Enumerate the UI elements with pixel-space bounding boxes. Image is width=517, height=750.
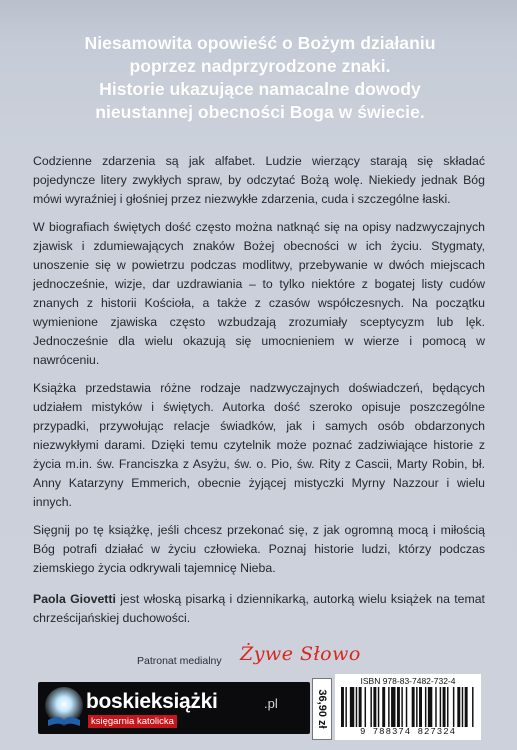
price-value: 36,90 zł <box>316 689 328 729</box>
cover-blurb <box>40 32 480 124</box>
blurb-line: nieustannej obecności Boga w świecie. <box>95 102 425 122</box>
blurb-line: Niesamowita opowieść o Bożym działaniu <box>84 33 436 53</box>
publisher-name: boskieksiążki <box>86 690 218 713</box>
barcode-icon <box>341 687 475 727</box>
zywe-slowo-logo: Żywe Słowo <box>240 643 361 665</box>
media-patronage-label: Patronat medialny <box>137 655 222 667</box>
publisher-subtitle: księgarnia katolicka <box>88 715 177 728</box>
publisher-logo <box>38 682 310 734</box>
paragraph-intro: Codzienne zdarzenia są jak alfabet. Ludzie wierzący starają się składać pojedyncze litery zwykłych spraw, by odczytać Bożą wolę. Niekiedy jednak Bóg mówi wyraźniej i głośniej przez niezwykłe zdarzenia, cuda i szczególne łaski. <box>33 154 485 206</box>
author-note <box>33 590 485 628</box>
blurb-line: Historie ukazujące namacalne dowody <box>99 79 421 99</box>
author-name: Paola Giovetti <box>33 592 116 606</box>
paragraph-book: Książka przedstawia różne rodzaje nadzwyczajnych doświadczeń, będących udziałem mistyków i świętych. Autorka dość szeroko opisuje poszczególne przypadki, przywołując relacje świadków, jak i samych osób obdarzonych niezwykłymi darami. Dzięki temu czytelnik może poznać zadziwiające historie z życia m.in. św. Franciszka z Asyżu, św. o. Pio, św. Rity z Cascii, Marty Robin, bł. Anny Katarzyny Emmerich, obecnie żyjącej mistyczki Myrny Nazzour i wielu innych. <box>33 381 485 509</box>
ean-number: 9 788374 827324 <box>359 727 456 737</box>
description <box>33 152 485 637</box>
paragraph-saints: W biografiach świętych dość często można natknąć się na opisy nadzwyczajnych zjawisk i zdumiewających znaków Bożej obecności w ich życiu. Stygmaty, unoszenie się w powietrzu podczas modlitwy, przebywanie w dwóch miejscach jednocześnie, wizje, dar uzdrawiania – to tylko niektóre z bogatej listy cudów znanych z historii Kościoła, a także z czasów współczesnych. Na początku wymienione zjawiska często wzbudzają zrozumiały sceptycyzm lub lęk. Jednocześnie dla wielu okazują się umocnieniem w wierze i pomocą w nawróceniu. <box>33 220 485 367</box>
blurb-line: poprzez nadprzyrodzone znaki. <box>129 56 391 76</box>
price-tag <box>312 678 332 740</box>
paragraph-invitation: Sięgnij po tę książkę, jeśli chcesz przekonać się, z jak ogromną mocą i miłością Bóg potrafi działać w życiu człowieka. Poznaj historie ludzi, którzy podczas ziemskiego życia odkrywali tajemnicę Nieba. <box>33 523 485 575</box>
publisher-tld: .pl <box>264 696 278 711</box>
author-bio: jest włoską pisarką i dziennikarką, autorką wielu książek na temat chrześcijańskiej duchowości. <box>33 592 485 625</box>
isbn-number: ISBN 978-83-7482-732-4 <box>360 676 456 686</box>
barcode-block <box>335 674 481 740</box>
open-book-icon <box>44 686 84 730</box>
